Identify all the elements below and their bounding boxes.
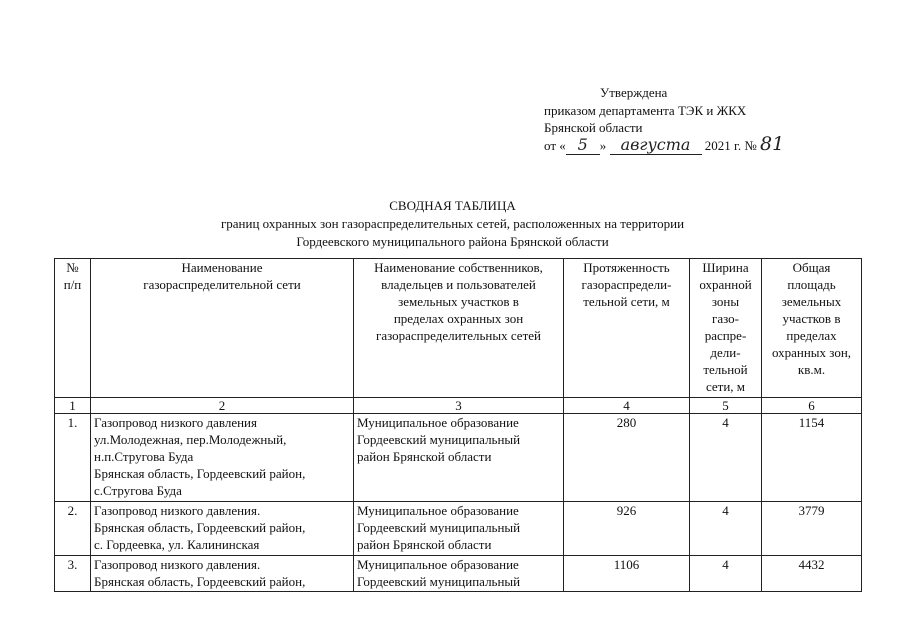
date-prefix: от « xyxy=(544,137,566,153)
approval-date-line xyxy=(544,132,785,156)
text-line: Общая xyxy=(792,260,831,275)
column-number: 4 xyxy=(564,398,690,414)
text-line: Ширина xyxy=(702,260,749,275)
text-line: район Брянской области xyxy=(357,537,492,552)
text-line: кв.м. xyxy=(797,362,826,377)
title-subtitle-2: Гордеевского муниципального района Брянской области xyxy=(296,234,609,249)
text-line: п/п xyxy=(63,277,82,292)
text-line: сети, м xyxy=(705,379,746,394)
text-line: с. Гордеевка, ул. Калининская xyxy=(94,537,260,552)
network-name xyxy=(91,414,354,502)
header-col-3 xyxy=(354,259,564,398)
date-month: августа xyxy=(620,134,691,154)
header-col-6 xyxy=(762,259,862,398)
text-line: Газопровод низкого давления. xyxy=(94,503,261,518)
header-col-2 xyxy=(91,259,354,398)
zone-width: 4 xyxy=(690,414,762,502)
text-line: Наименование собственников, xyxy=(374,260,543,275)
network-length: 280 xyxy=(564,414,690,502)
text-line: владельцев и пользователей xyxy=(381,277,536,292)
document-title xyxy=(0,197,905,251)
owner-name xyxy=(354,556,564,592)
text-line: тельной сети, м xyxy=(583,294,670,309)
text-line: н.п.Стругова Буда xyxy=(94,449,194,464)
text-line: № xyxy=(66,260,79,275)
owner-name xyxy=(354,502,564,556)
text-line: площадь xyxy=(787,277,836,292)
text-line: земельных xyxy=(781,294,842,309)
text-line: Муниципальное образование xyxy=(357,503,519,518)
approval-status: Утверждена xyxy=(600,85,668,100)
text-line: Газопровод низкого давления xyxy=(94,415,257,430)
zone-width: 4 xyxy=(690,556,762,592)
title-heading: СВОДНАЯ ТАБЛИЦА xyxy=(389,198,516,213)
text-line: Брянская область, Гордеевский район, xyxy=(94,574,306,589)
text-line: охранных зон, xyxy=(771,345,852,360)
text-line: распре- xyxy=(704,328,747,343)
title-subtitle-1: границ охранных зон газораспределительных сетей, расположенных на территории xyxy=(220,216,685,231)
date-mid: » xyxy=(599,137,607,153)
network-name xyxy=(91,556,354,592)
date-year: 2021 г. № xyxy=(704,137,757,153)
approval-region: Брянской области xyxy=(544,120,643,135)
column-number: 3 xyxy=(354,398,564,414)
text-line: Протяженность xyxy=(583,260,670,275)
text-line: пределах охранных зон xyxy=(393,311,524,326)
text-line: Гордеевский муниципальный xyxy=(357,520,521,535)
text-line: газораспределительных сетей xyxy=(375,328,541,343)
text-line: Наименование xyxy=(181,260,263,275)
zone-area: 1154 xyxy=(762,414,862,502)
zone-width: 4 xyxy=(690,502,762,556)
table-row xyxy=(55,414,862,502)
text-line: ул.Молодежная, пер.Молодежный, xyxy=(94,432,287,447)
table-row xyxy=(55,502,862,556)
column-number: 6 xyxy=(762,398,862,414)
header-col-4 xyxy=(564,259,690,398)
text-line: с.Стругова Буда xyxy=(94,483,182,498)
date-month-field xyxy=(610,134,702,156)
header-col-1 xyxy=(55,259,91,398)
text-line: Муниципальное образование xyxy=(357,557,519,572)
text-line: зоны xyxy=(711,294,740,309)
table-header-row xyxy=(55,259,862,398)
column-number: 1 xyxy=(55,398,91,414)
approval-block xyxy=(544,84,784,155)
text-line: газораспредели- xyxy=(581,277,672,292)
text-line: газо- xyxy=(712,311,739,326)
text-line: тельной xyxy=(703,362,748,377)
header-col-5 xyxy=(690,259,762,398)
text-line: газораспределительной сети xyxy=(143,277,301,292)
summary-table xyxy=(54,258,862,592)
text-line: участков в xyxy=(782,311,841,326)
zone-area: 4432 xyxy=(762,556,862,592)
text-line: земельных участков в xyxy=(398,294,519,309)
column-number: 5 xyxy=(690,398,762,414)
text-line: дели- xyxy=(710,345,741,360)
date-day: 5 xyxy=(577,134,588,154)
network-length: 1106 xyxy=(564,556,690,592)
zone-area: 3779 xyxy=(762,502,862,556)
date-day-field xyxy=(566,134,600,156)
doc-number: 81 xyxy=(760,132,785,155)
text-line: Гордеевский муниципальный xyxy=(357,432,521,447)
network-name xyxy=(91,502,354,556)
text-line: охранной xyxy=(699,277,752,292)
row-number: 1. xyxy=(55,414,91,502)
network-length: 926 xyxy=(564,502,690,556)
text-line: Брянская область, Гордеевский район, xyxy=(94,520,306,535)
column-number-row xyxy=(55,398,862,414)
text-line: Гордеевский муниципальный xyxy=(357,574,521,589)
row-number: 2. xyxy=(55,502,91,556)
row-number: 3. xyxy=(55,556,91,592)
text-line: Газопровод низкого давления. xyxy=(94,557,261,572)
approval-order: приказом департамента ТЭК и ЖКХ xyxy=(544,102,747,118)
text-line: Муниципальное образование xyxy=(357,415,519,430)
text-line: пределах xyxy=(786,328,837,343)
text-line: Брянская область, Гордеевский район, xyxy=(94,466,306,481)
text-line: район Брянской области xyxy=(357,449,492,464)
owner-name xyxy=(354,414,564,502)
column-number: 2 xyxy=(91,398,354,414)
table-row xyxy=(55,556,862,592)
